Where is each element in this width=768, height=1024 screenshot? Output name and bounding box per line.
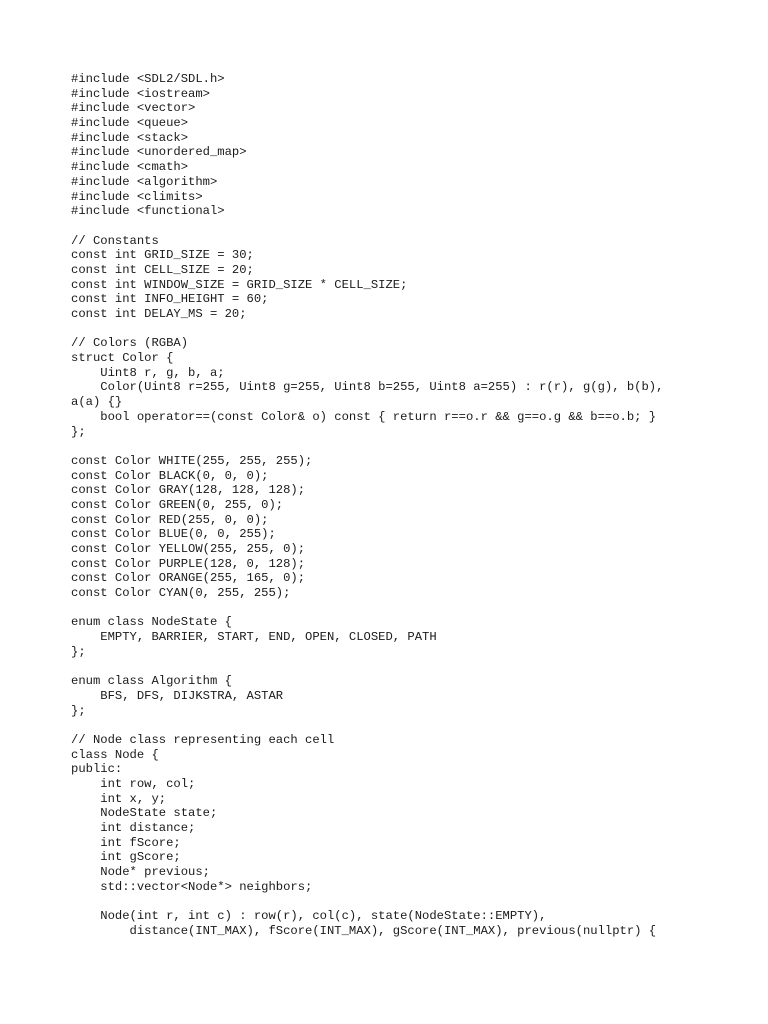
code-line: #include <functional> — [71, 204, 225, 219]
code-line — [71, 895, 691, 910]
code-line: const int GRID_SIZE = 30; — [71, 248, 254, 263]
code-line: class Node { — [71, 747, 159, 762]
code-line: }; — [71, 703, 86, 718]
code-line — [71, 718, 691, 733]
code-line: #include <stack> — [71, 130, 189, 145]
code-line: Node(int r, int c) : row(r), col(c), state(NodeState::EMPTY), — [71, 909, 547, 924]
code-line: int x, y; — [71, 791, 167, 806]
code-line: const Color PURPLE(128, 0, 128); — [71, 556, 306, 571]
code-line: enum class Algorithm { — [71, 674, 232, 689]
code-line: int distance; — [71, 821, 196, 836]
code-line — [71, 219, 691, 234]
code-line: const Color RED(255, 0, 0); — [71, 512, 269, 527]
code-block — [71, 72, 691, 939]
code-line: // Colors (RGBA) — [71, 336, 189, 351]
code-line: const int INFO_HEIGHT = 60; — [71, 292, 269, 307]
code-line: const int DELAY_MS = 20; — [71, 307, 247, 321]
code-line: int row, col; — [71, 777, 196, 791]
code-line — [71, 322, 691, 337]
code-line — [71, 660, 691, 675]
code-line: public: — [71, 762, 123, 777]
code-line: #include <iostream> — [71, 86, 210, 101]
code-line: const Color CYAN(0, 255, 255); — [71, 586, 291, 601]
code-line: #include <algorithm> — [71, 174, 218, 189]
code-line: BFS, DFS, DIJKSTRA, ASTAR — [71, 688, 284, 703]
code-line: bool operator==(const Color& o) const { return r==o.r && g==o.g && b==o.b; } — [71, 409, 657, 424]
code-line: const Color YELLOW(255, 255, 0); — [71, 542, 306, 556]
code-line: Color(Uint8 r=255, Uint8 g=255, Uint8 b=255, Uint8 a=255) : r(r), g(g), b(b), — [71, 380, 664, 395]
code-line: const Color GREEN(0, 255, 0); — [71, 497, 284, 512]
code-line: // Node class representing each cell — [71, 732, 335, 747]
code-line — [71, 439, 691, 454]
code-line: const Color WHITE(255, 255, 255); — [71, 453, 313, 468]
code-line: distance(INT_MAX), fScore(INT_MAX), gScore(INT_MAX), previous(nullptr) { — [71, 923, 657, 938]
code-line: }; — [71, 644, 86, 659]
code-line: a(a) {} — [71, 395, 123, 410]
code-line: Uint8 r, g, b, a; — [71, 365, 225, 380]
code-line — [71, 601, 691, 616]
code-line: const Color GRAY(128, 128, 128); — [71, 483, 306, 498]
code-line: struct Color { — [71, 351, 174, 366]
code-line: NodeState state; — [71, 806, 218, 821]
code-line: const int CELL_SIZE = 20; — [71, 262, 254, 277]
code-line: #include <queue> — [71, 116, 189, 131]
code-line: const Color BLACK(0, 0, 0); — [71, 468, 269, 483]
code-line: int fScore; — [71, 835, 181, 850]
code-line: std::vector<Node*> neighbors; — [71, 879, 313, 894]
code-line: const Color ORANGE(255, 165, 0); — [71, 571, 306, 586]
code-line: #include <cmath> — [71, 160, 189, 175]
code-line: const Color BLUE(0, 0, 255); — [71, 527, 276, 542]
code-line: #include <climits> — [71, 189, 203, 204]
code-line: const int WINDOW_SIZE = GRID_SIZE * CELL_SIZE; — [71, 277, 408, 292]
code-line: Node* previous; — [71, 865, 210, 880]
code-line: #include <vector> — [71, 101, 196, 116]
code-line: enum class NodeState { — [71, 615, 232, 630]
code-line: }; — [71, 424, 86, 439]
code-line: #include <unordered_map> — [71, 145, 247, 160]
code-line: int gScore; — [71, 850, 181, 865]
code-line: #include <SDL2/SDL.h> — [71, 72, 225, 86]
code-line: // Constants — [71, 233, 159, 248]
code-line: EMPTY, BARRIER, START, END, OPEN, CLOSED, PATH — [71, 630, 437, 645]
